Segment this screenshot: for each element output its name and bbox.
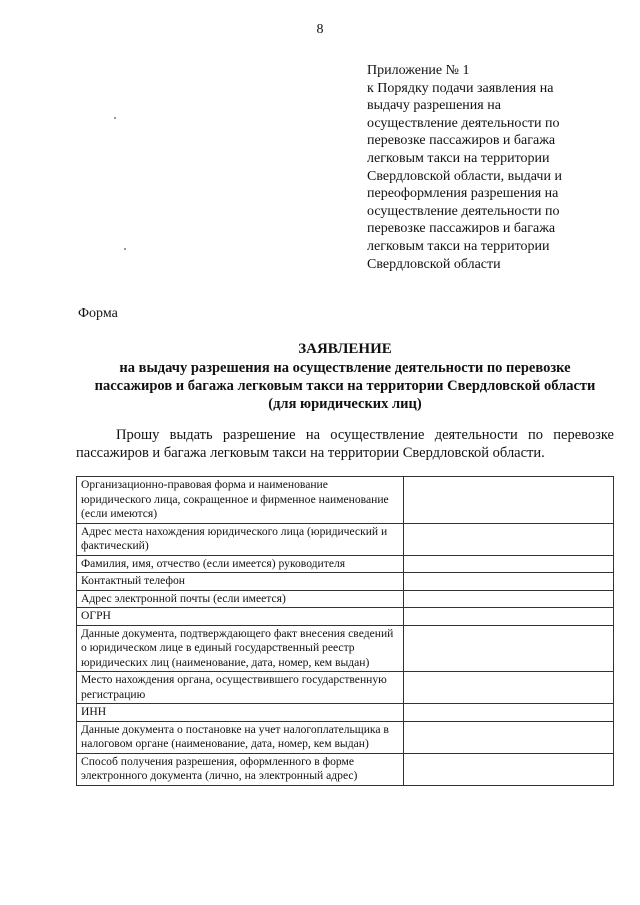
appendix-line: легковым такси на территории (367, 238, 550, 254)
field-value[interactable] (404, 477, 614, 524)
appendix-line: Свердловской области (367, 256, 501, 272)
table-row (77, 721, 614, 753)
title-line: на выдачу разрешения на осуществление деятельности по перевозке (119, 360, 571, 376)
appendix-line: осуществление деятельности по (367, 203, 560, 219)
form-label: Форма (78, 306, 118, 321)
appendix-line: Приложение № 1 (367, 63, 470, 78)
table-row (77, 753, 614, 785)
applicant-details-table (76, 476, 614, 786)
field-label: Способ получения разрешения, оформленного в форме электронного документа (лично, на электронный адрес) (77, 753, 404, 785)
title-line: (для юридических лиц) (268, 396, 422, 412)
field-label: Данные документа о постановке на учет налогоплательщика в налоговом органе (наименование, дата, номер, кем выдан) (77, 721, 404, 753)
field-value[interactable] (404, 523, 614, 555)
table-row (77, 625, 614, 672)
appendix-line: переоформления разрешения на (367, 186, 559, 202)
appendix-line: осуществление деятельности по (367, 115, 560, 131)
table-row (77, 608, 614, 626)
field-label: Контактный телефон (77, 573, 404, 591)
field-value[interactable] (404, 590, 614, 608)
field-value[interactable] (404, 573, 614, 591)
field-label: Фамилия, имя, отчество (если имеется) руководителя (77, 555, 404, 573)
field-value[interactable] (404, 672, 614, 704)
appendix-line: выдачу разрешения на (367, 98, 501, 114)
field-value[interactable] (404, 555, 614, 573)
field-label: ИНН (77, 704, 404, 722)
appendix-line: перевозке пассажиров и багажа (367, 221, 556, 237)
request-line: Прошу выдать разрешение на осуществление деятельности по перевозке (116, 427, 614, 443)
title-line: пассажиров и багажа легковым такси на территории Свердловской области (94, 378, 596, 394)
table-row (77, 704, 614, 722)
field-value[interactable] (404, 721, 614, 753)
title-main: ЗАЯВЛЕНИЕ (298, 341, 392, 357)
table-row (77, 573, 614, 591)
document-title (76, 340, 614, 413)
appendix-header (367, 62, 627, 273)
scan-speck (114, 117, 116, 119)
appendix-line: легковым такси на территории (367, 150, 550, 166)
field-label: Адрес электронной почты (если имеется) (77, 590, 404, 608)
table-row (77, 672, 614, 704)
field-label: Место нахождения органа, осуществившего государственную регистрацию (77, 672, 404, 704)
page-number: 8 (316, 22, 324, 37)
appendix-line: к Порядку подачи заявления на (367, 80, 554, 96)
field-value[interactable] (404, 625, 614, 672)
request-paragraph (76, 426, 614, 462)
field-label: Данные документа, подтверждающего факт внесения сведений о юридическом лице в единый государственный реестр юридических лиц (наименование, дата, номер, кем выдан) (77, 625, 404, 672)
field-label: Адрес места нахождения юридического лица (юридический и фактический) (77, 523, 404, 555)
appendix-line: перевозке пассажиров и багажа (367, 133, 556, 149)
table-row (77, 590, 614, 608)
field-value[interactable] (404, 753, 614, 785)
table-row (77, 477, 614, 524)
scan-speck (124, 248, 126, 250)
field-label: ОГРН (77, 608, 404, 626)
table-row (77, 523, 614, 555)
appendix-line: Свердловской области, выдачи и (367, 168, 562, 184)
field-label: Организационно-правовая форма и наименование юридического лица, сокращенное и фирменное наименование (если имеются) (77, 477, 404, 524)
field-value[interactable] (404, 704, 614, 722)
field-value[interactable] (404, 608, 614, 626)
request-line: пассажиров и багажа легковым такси на территории Свердловской области. (76, 445, 545, 461)
table-row (77, 555, 614, 573)
